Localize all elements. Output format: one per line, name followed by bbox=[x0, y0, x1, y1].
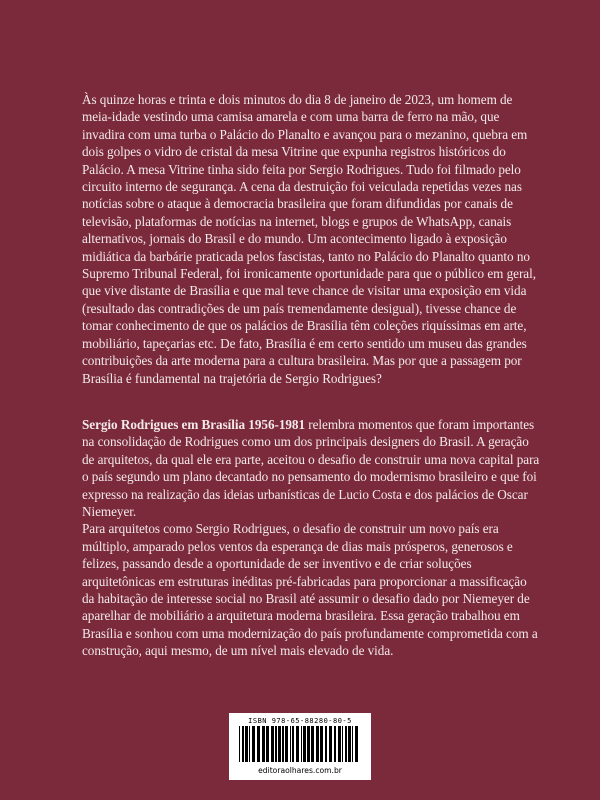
intro-paragraph-block bbox=[82, 91, 542, 387]
summary-paragraph bbox=[82, 416, 542, 520]
publisher-url: editoraolhares.com.br bbox=[258, 766, 342, 775]
isbn-text: ISBN 978-65-88280-80-5 bbox=[248, 717, 352, 725]
book-title-inline: Sergio Rodrigues em Brasília 1956-1981 bbox=[82, 417, 306, 432]
barcode-icon bbox=[238, 726, 362, 762]
summary-paragraph-text: relembra momentos que foram importantes na consolidação de Rodrigues como um dos principais designers do Brasil. A geração de arquitetos, da qual ele era parte, aceitou o desafio de construir uma nova capital para o país segundo um plano decantado no pensamento do modernismo brasileiro e que foi expresso na realização das ideias urbanísticas de Lucio Costa e dos palácios de Oscar Niemeyer. bbox=[82, 417, 540, 520]
intro-paragraph: Às quinze horas e trinta e dois minutos do dia 8 de janeiro de 2023, um homem de meia-idade vestindo uma camisa amarela e com uma barra de ferro na mão, que invadira com uma turba o Palácio do Planalto e avançou para o mezanino, quebra em dois golpes o vidro de cristal da mesa Vitrine que expunha registros históricos do Palácio. A mesa Vitrine tinha sido feita por Sergio Rodrigues. Tudo foi filmado pelo circuito interno de segurança. A cena da destruição foi veiculada repetidas vezes nas notícias sobre o ataque à democracia brasileira que foram difundidas por canais de televisão, plataformas de notícias na internet, blogs e grupos de WhatsApp, canais alternativos, jornais do Brasil e do mundo. Um acontecimento ligado à exposição midiática da barbárie praticada pelos fascistas, tanto no Palácio do Planalto quanto no Supremo Tribunal Federal, foi ironicamente oportunidade para que o público em geral, que vive distante de Brasília e que mal teve chance de visitar uma exposição em vida (resultado das contradições de um país tremendamente desigual), tivesse chance de tomar conhecimento de que os palácios de Brasília têm coleções riquíssimas em arte, mobiliário, tapeçarias etc. De fato, Brasília é em certo sentido um museu das grandes contribuições da arte moderna para a cultura brasileira. Mas por que a passagem por Brasília é fundamental na trajetória de Sergio Rodrigues? bbox=[82, 92, 536, 386]
barcode-label bbox=[229, 713, 371, 780]
architects-paragraph: Para arquitetos como Sergio Rodrigues, o desafio de construir um novo país era múltiplo, amparado pelos ventos da esperança de dias mais prósperos, generosos e felizes, passando desde a oportunidade de ser inventivo e de criar soluções arquitetônicas em estruturas inéditas pré-fabricadas para proporcionar a massificação da habitação de interesse social no Brasil até assumir o desafio dado por Niemeyer de aparelhar de mobiliário a arquitetura moderna brasileira. Essa geração trabalhou em Brasília e sonhou com uma modernização do país profundamente comprometida com a construção, aqui mesmo, de um nível mais elevado de vida. bbox=[82, 521, 538, 659]
summary-paragraph-block bbox=[82, 416, 542, 660]
